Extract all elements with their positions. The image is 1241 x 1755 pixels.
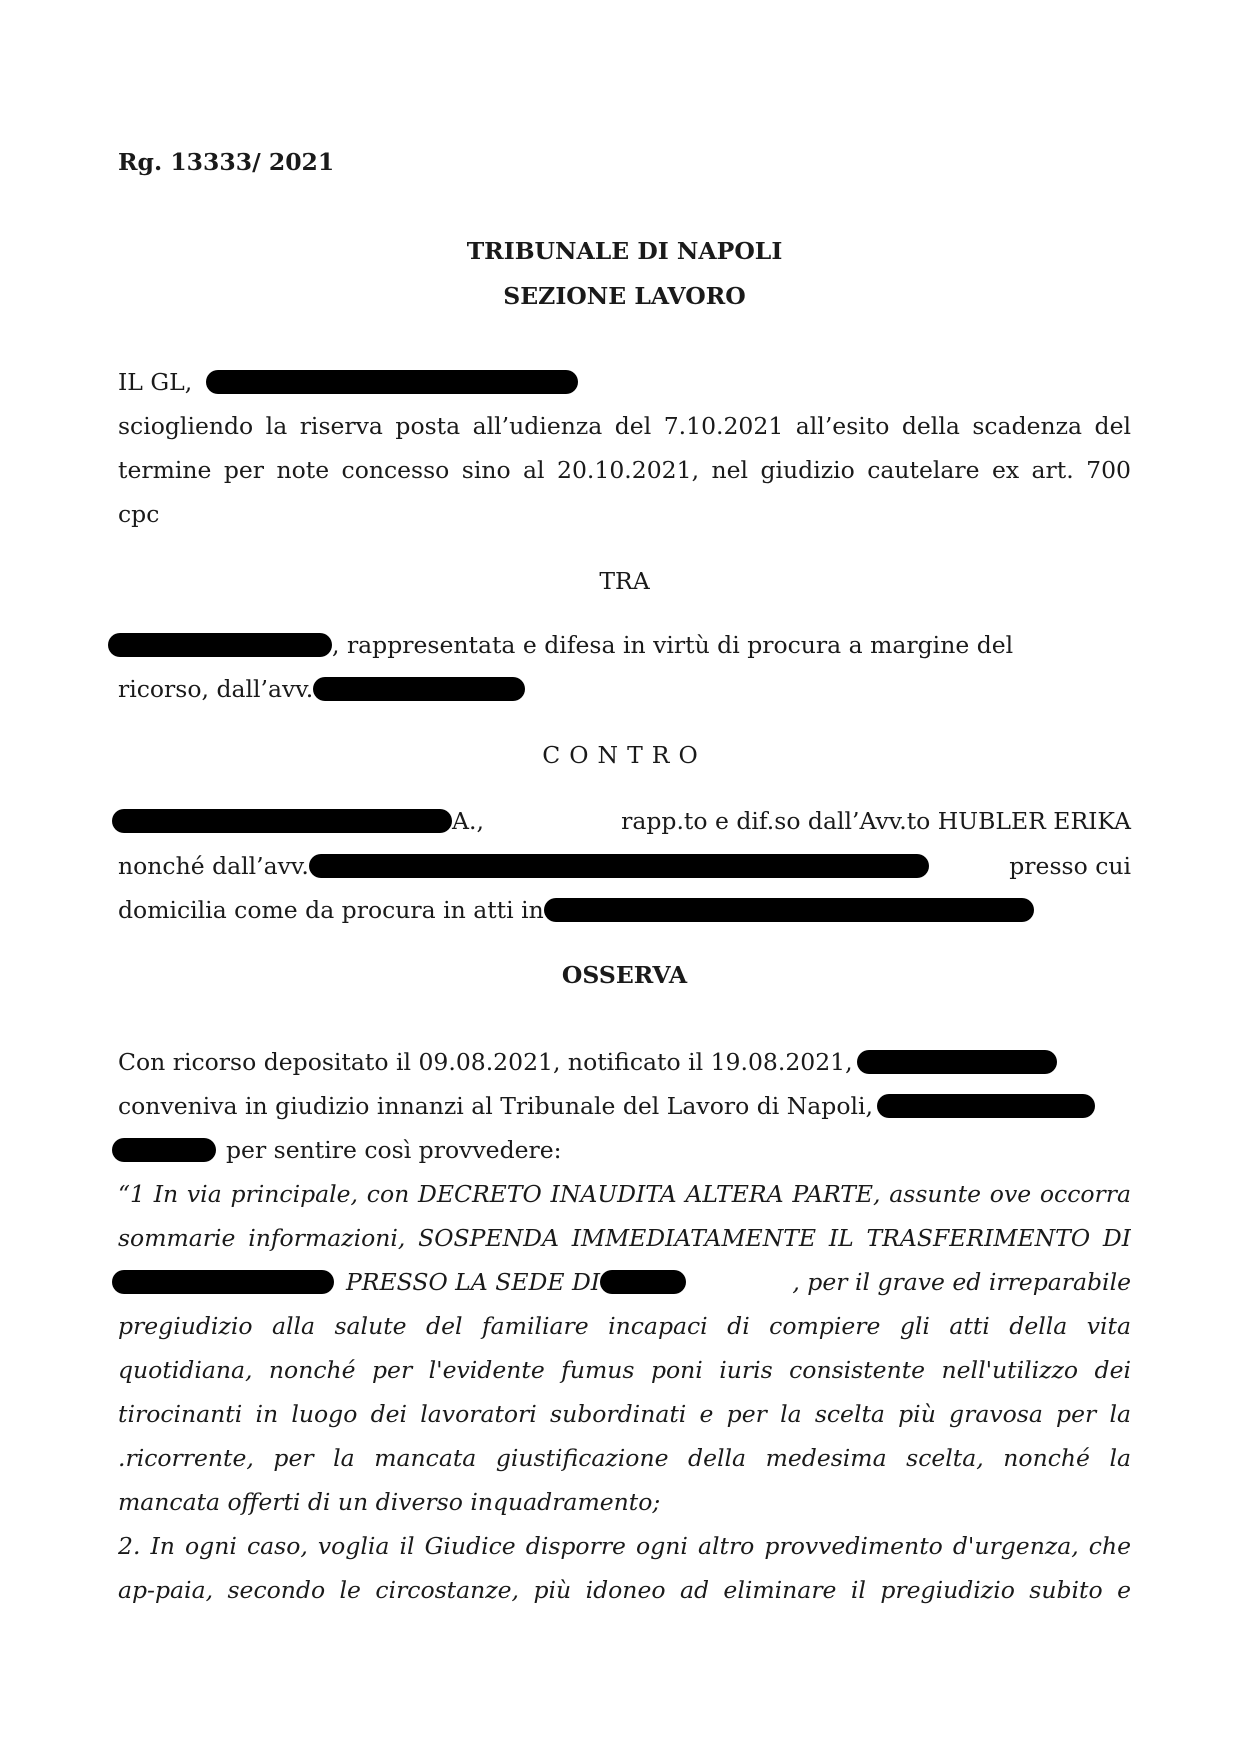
quote-line-9: 2. In ogni caso, voglia il Giudice disporre ogni altro provvedimento d'urgenza, che — [118, 1532, 1131, 1560]
tra-heading: TRA — [599, 567, 650, 595]
redaction-mark — [112, 809, 452, 833]
case-number: Rg. 13333/ 2021 — [118, 148, 335, 176]
quote-line-3 — [112, 1267, 686, 1297]
party2-line-1 — [112, 806, 484, 836]
body-text-2: conveniva in giudizio innanzi al Tribunale del Lavoro di Napoli, — [118, 1092, 873, 1120]
court-name: TRIBUNALE DI NAPOLI — [466, 237, 783, 265]
redaction-mark — [108, 633, 332, 657]
party2-line-2 — [118, 851, 929, 881]
osserva-heading: OSSERVA — [561, 961, 688, 989]
intro-line-2: termine per note concesso sino al 20.10.2021, nel giudizio cautelare ex art. 700 — [118, 456, 1131, 484]
redaction-mark — [877, 1094, 1095, 1118]
redaction-mark — [309, 854, 929, 878]
court-section: SEZIONE LAVORO — [503, 282, 746, 310]
party1-line-1 — [108, 630, 1013, 660]
quote-line-5: quotidiana, nonché per l'evidente fumus poni iuris consistente nell'utilizzo dei — [118, 1356, 1131, 1384]
party2-text-1b: rapp.to e dif.so dall’Avv.to HUBLER ERIKA — [621, 807, 1131, 835]
quote-line-8: mancata offerti di un diverso inquadramento; — [118, 1488, 661, 1516]
body-text-1: Con ricorso depositato il 09.08.2021, notificato il 19.08.2021, — [118, 1048, 853, 1076]
quote-text-3b: , per il grave ed irreparabile — [792, 1268, 1131, 1296]
quote-line-1: “1 In via principale, con DECRETO INAUDITA ALTERA PARTE, assunte ove occorra — [118, 1180, 1131, 1208]
body-line-2 — [118, 1091, 1095, 1121]
redaction-mark — [112, 1138, 216, 1162]
redaction-mark — [313, 677, 525, 701]
redaction-mark — [206, 370, 578, 394]
quote-line-6: tirocinanti in luogo dei lavoratori subordinati e per la scelta più gravosa per la — [118, 1400, 1131, 1428]
party2-text-1a: A., — [452, 807, 484, 835]
body-line-1 — [118, 1047, 1057, 1077]
redaction-mark — [857, 1050, 1057, 1074]
body-text-3: per sentire così provvedere: — [226, 1136, 562, 1164]
party2-text-3: domicilia come da procura in atti in — [118, 896, 544, 924]
party2-text-2b: presso cui — [1009, 852, 1131, 880]
party1-text-2: ricorso, dall’avv. — [118, 675, 314, 703]
quote-text-3a: PRESSO LA SEDE DI — [346, 1268, 601, 1296]
redaction-mark — [544, 898, 1034, 922]
contro-heading: CONTRO — [542, 741, 707, 769]
intro-line-1: sciogliendo la riserva posta all’udienza del 7.10.2021 all’esito della scadenza del — [118, 412, 1131, 440]
body-line-3 — [112, 1135, 562, 1165]
party2-text-2a: nonché dall’avv. — [118, 852, 309, 880]
quote-line-7: .ricorrente, per la mancata giustificazione della medesima scelta, nonché la — [118, 1444, 1131, 1472]
quote-line-2: sommarie informazioni, SOSPENDA IMMEDIATAMENTE IL TRASFERIMENTO DI — [118, 1224, 1131, 1252]
party2-line-3 — [118, 895, 1034, 925]
party1-line-2 — [118, 674, 525, 704]
judge-label: IL GL, — [118, 368, 193, 396]
quote-line-10: ap-paia, secondo le circostanze, più idoneo ad eliminare il pregiudizio subito e — [118, 1576, 1131, 1604]
quote-line-4: pregiudizio alla salute del familiare incapaci di compiere gli atti della vita — [118, 1312, 1131, 1340]
party1-text-1: , rappresentata e difesa in virtù di procura a margine del — [332, 631, 1014, 659]
judge-line — [118, 367, 578, 397]
redaction-mark — [112, 1270, 334, 1294]
intro-line-3: cpc — [118, 500, 160, 528]
redaction-mark — [600, 1270, 686, 1294]
